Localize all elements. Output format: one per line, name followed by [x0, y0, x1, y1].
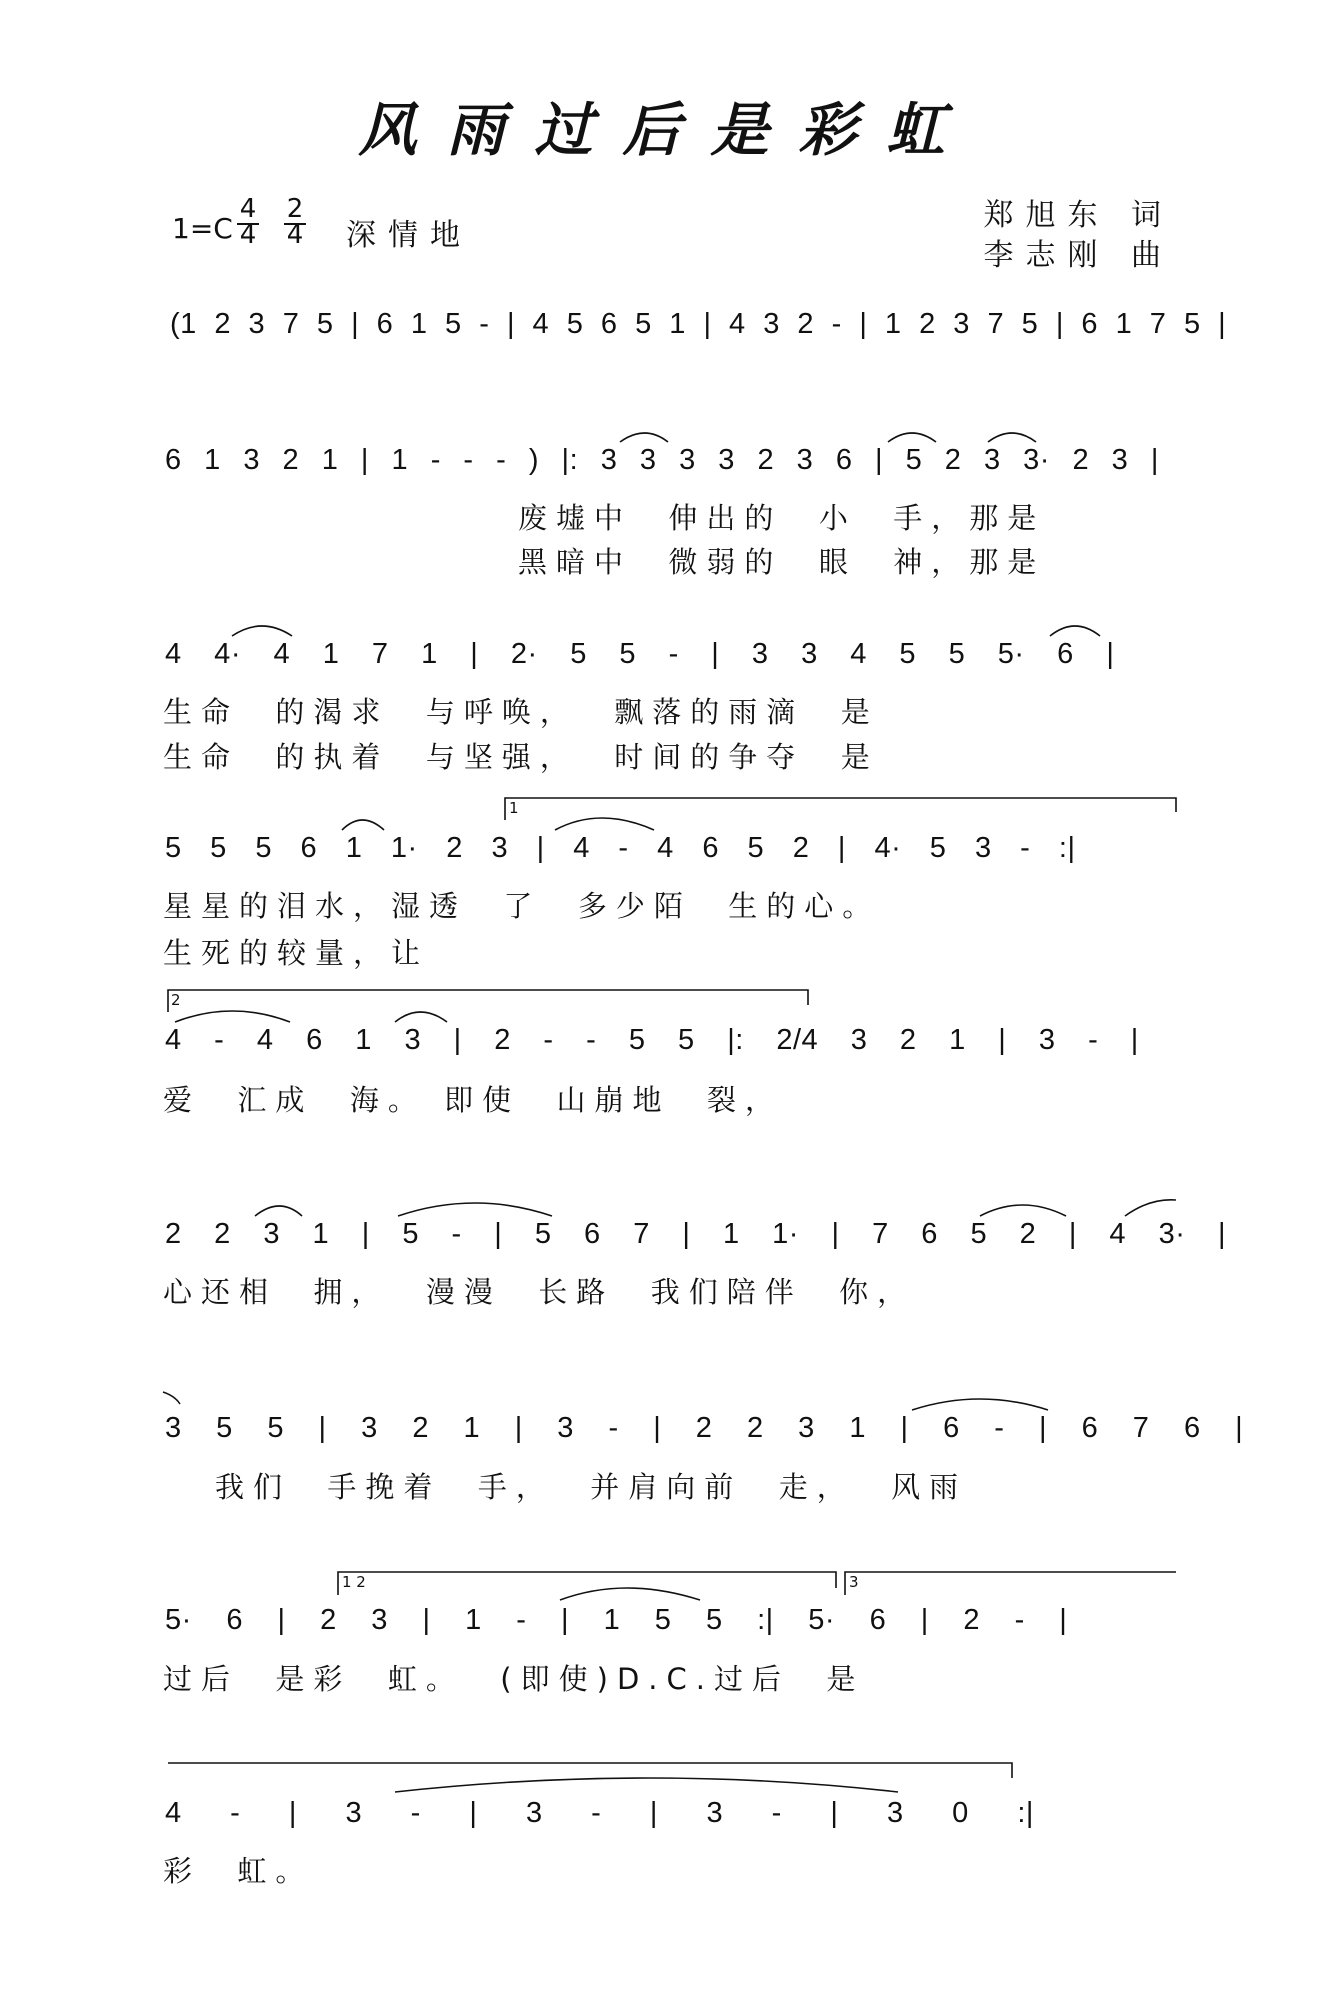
slur	[1050, 626, 1100, 636]
slur	[555, 818, 654, 830]
volta-label-2: 2	[171, 991, 181, 1009]
slur	[560, 1588, 700, 1600]
lyrics-line-6: 心还相 拥， 漫漫 长路 我们陪伴 你，	[163, 1275, 916, 1309]
volta-bracket-3	[845, 1572, 1176, 1595]
notation-line-5: 4 - 4 6 1 3 | 2 - - 5 5 |: 2/4 3 2 1 | 3 - |	[165, 1024, 1139, 1056]
volta-label-3: 3	[849, 1573, 859, 1591]
notation-line-2: 6 1 3 2 1 | 1 - - - ) |: 3 3 3 3 2 3 6 | 5 2 3 3· 2 3 |	[165, 444, 1159, 476]
lyrics-line-3-verse-2: 生命 的执着 与坚强， 时间的争夺 是	[163, 740, 879, 774]
volta-bracket-1	[505, 798, 1176, 820]
tempo-marking: 深情地	[346, 218, 472, 253]
volta-label-1: 1	[509, 799, 519, 817]
notation-line-6: 2 2 3 1 | 5 - | 5 6 7 | 1 1· | 7 6 5 2 | 4 3· |	[165, 1218, 1226, 1250]
lyrics-line-2-verse-1: 废墟中 伸出的 小 手，那是	[518, 501, 1046, 535]
time-signature-2-4: 2 4	[284, 196, 306, 248]
volta-bracket-2	[168, 990, 808, 1012]
lyricist-credit: 郑旭东 词	[983, 198, 1173, 233]
notation-line-4: 5 5 5 6 1 1· 2 3 | 4 - 4 6 5 2 | 4· 5 3 - :|	[165, 832, 1076, 864]
song-title: 风雨过后是彩虹	[358, 96, 975, 164]
slur	[163, 1392, 180, 1404]
notation-line-3: 4 4· 4 1 7 1 | 2· 5 5 - | 3 3 4 5 5 5· 6 |	[165, 638, 1115, 670]
lyrics-line-4-verse-1: 星星的泪水，湿透 了 多少陌 生的心。	[163, 889, 881, 923]
lyrics-line-8: 过后 是彩 虹。 (即使)D.C.过后 是	[163, 1662, 865, 1696]
notation-line-1: (1 2 3 7 5 | 6 1 5 - | 4 5 6 5 1 | 4 3 2 - | 1 2 3 7 5 | 6 1 7 5 |	[170, 308, 1227, 340]
lyrics-line-5: 爱 汇成 海。 即使 山崩地 裂，	[163, 1083, 783, 1117]
slur	[980, 1205, 1066, 1216]
time-signature-4-4: 4 4	[237, 196, 259, 248]
slur	[398, 1203, 552, 1216]
lyrics-line-3-verse-1: 生命 的渴求 与呼唤， 飘落的雨滴 是	[163, 695, 879, 729]
lyrics-line-9: 彩 虹。	[163, 1854, 314, 1888]
slur	[395, 1012, 447, 1022]
slur	[1125, 1200, 1176, 1216]
slur	[888, 433, 936, 442]
lyrics-line-7: 我们 手挽着 手， 并肩向前 走， 风雨	[215, 1470, 968, 1504]
volta-bracket-12	[338, 1572, 836, 1595]
composer-credit: 李志刚 曲	[983, 238, 1173, 273]
slur	[988, 433, 1036, 442]
slur	[912, 1399, 1048, 1410]
lyrics-line-2-verse-2: 黑暗中 微弱的 眼 神，那是	[518, 545, 1046, 579]
key-signature: 1=C	[172, 212, 233, 245]
slur	[232, 626, 292, 636]
lyrics-line-4-verse-2: 生死的较量，让	[163, 936, 430, 970]
slur	[395, 1778, 898, 1792]
notation-line-8: 5· 6 | 2 3 | 1 - | 1 5 5 :| 5· 6 | 2 - |	[165, 1604, 1068, 1636]
notation-line-7: 3 5 5 | 3 2 1 | 3 - | 2 2 3 1 | 6 - | 6 7 6 |	[165, 1412, 1244, 1444]
notation-line-9: 4 - | 3 - | 3 - | 3 - | 3 0 :|	[165, 1797, 1034, 1829]
volta-bracket-final	[168, 1763, 1012, 1778]
slur	[342, 820, 384, 830]
volta-label-12: 1 2	[342, 1573, 366, 1591]
slur	[255, 1206, 302, 1216]
slur	[175, 1011, 290, 1022]
slur	[620, 433, 668, 442]
